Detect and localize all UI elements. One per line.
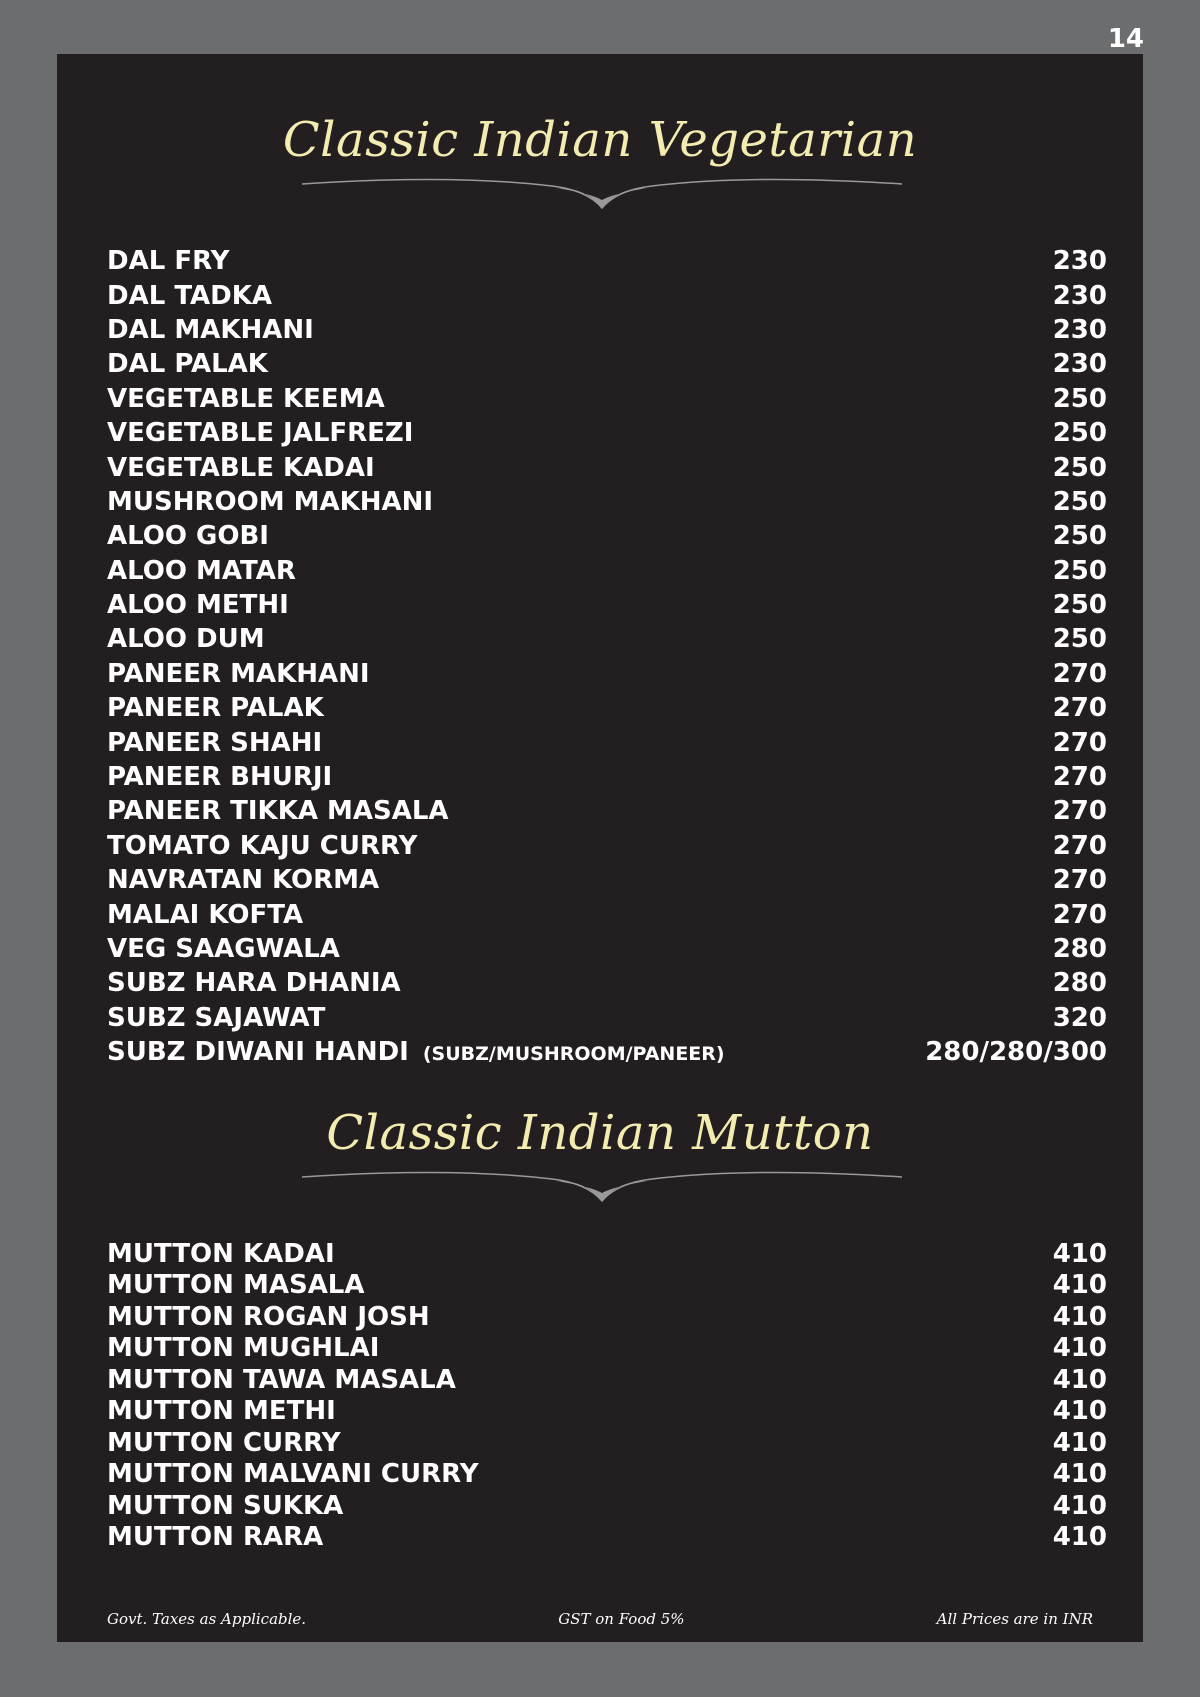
menu-item-price: 270 [1052, 796, 1107, 827]
menu-item-price: 410 [1052, 1270, 1107, 1301]
menu-item-label: PANEER SHAHI [107, 727, 323, 758]
menu-item-row [107, 794, 1107, 828]
menu-item-name [107, 418, 413, 448]
menu-item-name [107, 521, 269, 551]
menu-item-row [107, 760, 1107, 794]
menu-item-name [107, 693, 324, 723]
menu-item-name [107, 831, 417, 861]
menu-item-label: MALAI KOFTA [107, 899, 304, 930]
menu-item-label: DAL TADKA [107, 280, 273, 311]
menu-item-row [107, 382, 1107, 416]
menu-item-row [107, 347, 1107, 381]
menu-item-row [107, 1238, 1107, 1270]
menu-item-name [107, 728, 322, 758]
page-number: 14 [1107, 24, 1144, 54]
menu-item-price: 250 [1052, 624, 1107, 655]
menu-item-label: DAL MAKHANI [107, 314, 314, 345]
menu-item-label: NAVRATAN KORMA [107, 865, 380, 896]
menu-item-row [107, 1396, 1107, 1428]
menu-item-price: 410 [1052, 1522, 1107, 1553]
menu-item-label: VEG SAAGWALA [107, 934, 340, 964]
menu-item-row [107, 1301, 1107, 1333]
menu-item-name [107, 659, 370, 689]
menu-item-row [107, 554, 1107, 588]
menu-item-row [107, 725, 1107, 759]
menu-item-name [107, 762, 332, 792]
menu-item-name [107, 624, 265, 654]
menu-item-label: VEGETABLE KADAI [107, 452, 375, 483]
menu-item-name [107, 1459, 479, 1489]
menu-item-price: 270 [1052, 727, 1107, 758]
menu-item-price: 230 [1052, 314, 1107, 345]
menu-item-label: MUTTON MASALA [107, 1270, 365, 1301]
ornament-divider-icon [302, 1169, 902, 1209]
menu-item-name [107, 1491, 343, 1521]
menu-item-name [107, 1003, 325, 1033]
menu-item-row [107, 244, 1107, 278]
menu-item-price: 270 [1052, 658, 1107, 689]
menu-item-label: DAL PALAK [107, 349, 268, 380]
menu-item-label: MUTTON METHI [107, 1396, 336, 1427]
menu-item-price: 250 [1052, 383, 1107, 414]
menu-item-label: MUTTON MUGHLAI [107, 1333, 380, 1364]
mutton-menu-list [107, 1238, 1107, 1553]
menu-item-price: 410 [1052, 1396, 1107, 1427]
menu-item-label: SUBZ DIWANI HANDI [107, 1037, 409, 1068]
menu-item-row [107, 485, 1107, 519]
footer-taxes-note: Govt. Taxes as Applicable. [107, 1610, 307, 1628]
menu-item-price: 250 [1052, 590, 1107, 621]
menu-item-name [107, 281, 272, 311]
menu-item-name [107, 453, 375, 483]
menu-item-row [107, 1522, 1107, 1554]
menu-item-label: ALOO METHI [107, 590, 289, 621]
menu-item-name [107, 1270, 365, 1300]
menu-item-row [107, 1001, 1107, 1035]
menu-item-label: PANEER PALAK [107, 693, 324, 724]
menu-item-name [107, 900, 303, 930]
menu-item-name [107, 796, 449, 826]
footer-currency-note: All Prices are in INR [936, 1610, 1093, 1628]
menu-item-name [107, 865, 379, 895]
menu-item-name [107, 1396, 336, 1426]
menu-item-price: 250 [1052, 452, 1107, 483]
section-title-mutton: Classic Indian Mutton [326, 1105, 874, 1161]
menu-item-price: 230 [1052, 280, 1107, 311]
menu-item-row [107, 1035, 1107, 1069]
menu-item-name [107, 349, 268, 379]
menu-item-price: 270 [1052, 865, 1107, 896]
menu-item-label: SUBZ HARA DHANIA [107, 968, 401, 999]
menu-item-name [107, 556, 296, 586]
section-title-vegetarian: Classic Indian Vegetarian [282, 112, 918, 168]
menu-item-price: 280 [1052, 968, 1107, 999]
menu-item-price: 410 [1052, 1333, 1107, 1364]
menu-item-price: 280/280/300 [925, 1037, 1107, 1068]
menu-item-row [107, 1459, 1107, 1491]
menu-item-label: ALOO DUM [107, 624, 265, 655]
menu-item-note: (SUBZ/MUSHROOM/PANEER) [422, 1043, 725, 1066]
menu-item-label: TOMATO KAJU CURRY [107, 830, 418, 861]
menu-item-label: PANEER TIKKA MASALA [107, 796, 449, 827]
menu-item-name [107, 1037, 725, 1067]
menu-item-label: MUTTON SUKKA [107, 1490, 344, 1521]
menu-item-row [107, 932, 1107, 966]
menu-item-label: ALOO GOBI [107, 521, 269, 552]
menu-item-price: 250 [1052, 555, 1107, 586]
menu-item-name [107, 1428, 341, 1458]
menu-panel [57, 54, 1143, 1642]
menu-item-price: 410 [1052, 1364, 1107, 1395]
menu-item-row [107, 1490, 1107, 1522]
menu-item-row [107, 278, 1107, 312]
menu-item-price: 410 [1052, 1301, 1107, 1332]
menu-item-price: 410 [1052, 1490, 1107, 1521]
menu-item-name [107, 1365, 456, 1395]
vegetarian-menu-list [107, 244, 1107, 1069]
menu-item-label: MUTTON TAWA MASALA [107, 1364, 456, 1395]
menu-item-price: 250 [1052, 418, 1107, 449]
menu-item-row [107, 863, 1107, 897]
menu-item-row [107, 897, 1107, 931]
menu-item-label: VEGETABLE JALFREZI [107, 418, 414, 449]
menu-item-label: DAL FRY [107, 246, 230, 277]
menu-item-row [107, 588, 1107, 622]
ornament-divider-icon [302, 176, 902, 216]
menu-item-price: 250 [1052, 486, 1107, 517]
menu-item-label: MUTTON RARA [107, 1522, 324, 1553]
menu-item-row [107, 657, 1107, 691]
menu-item-row [107, 416, 1107, 450]
menu-item-price: 410 [1052, 1238, 1107, 1269]
menu-item-name [107, 590, 289, 620]
menu-item-label: PANEER BHURJI [107, 762, 333, 793]
menu-item-row [107, 622, 1107, 656]
menu-item-label: MUTTON KADAI [107, 1238, 335, 1269]
menu-item-name [107, 1333, 379, 1363]
menu-item-row [107, 1364, 1107, 1396]
menu-item-price: 280 [1052, 934, 1107, 964]
menu-item-row [107, 1427, 1107, 1459]
menu-item-name [107, 315, 314, 345]
menu-item-price: 270 [1052, 830, 1107, 861]
menu-item-label: ALOO MATAR [107, 555, 296, 586]
menu-item-label: MUSHROOM MAKHANI [107, 486, 434, 517]
menu-item-label: SUBZ SAJAWAT [107, 1002, 326, 1033]
menu-item-name [107, 1239, 335, 1269]
menu-item-name [107, 968, 401, 998]
menu-item-label: MUTTON ROGAN JOSH [107, 1301, 430, 1332]
footer [107, 1610, 1093, 1628]
menu-item-name [107, 246, 230, 276]
menu-item-label: MUTTON CURRY [107, 1427, 341, 1458]
menu-item-price: 230 [1052, 349, 1107, 380]
menu-item-price: 410 [1052, 1427, 1107, 1458]
menu-item-price: 270 [1052, 762, 1107, 793]
menu-item-name [107, 1302, 430, 1332]
footer-gst-note: GST on Food 5% [558, 1610, 685, 1628]
menu-item-row [107, 1333, 1107, 1365]
menu-item-price: 250 [1052, 521, 1107, 552]
menu-item-row [107, 519, 1107, 553]
menu-item-label: MUTTON MALVANI CURRY [107, 1459, 479, 1490]
menu-item-name [107, 934, 340, 964]
menu-item-row [107, 1270, 1107, 1302]
menu-item-price: 320 [1052, 1002, 1107, 1033]
menu-item-name [107, 384, 385, 414]
menu-item-name [107, 487, 433, 517]
menu-item-price: 270 [1052, 693, 1107, 724]
menu-item-row [107, 966, 1107, 1000]
menu-item-price: 410 [1052, 1459, 1107, 1490]
menu-item-label: VEGETABLE KEEMA [107, 383, 385, 414]
menu-item-name [107, 1522, 323, 1552]
menu-item-row [107, 313, 1107, 347]
menu-item-price: 230 [1052, 246, 1107, 277]
menu-item-row [107, 829, 1107, 863]
menu-item-row [107, 450, 1107, 484]
menu-item-price: 270 [1052, 899, 1107, 930]
menu-item-label: PANEER MAKHANI [107, 658, 370, 689]
menu-item-row [107, 691, 1107, 725]
